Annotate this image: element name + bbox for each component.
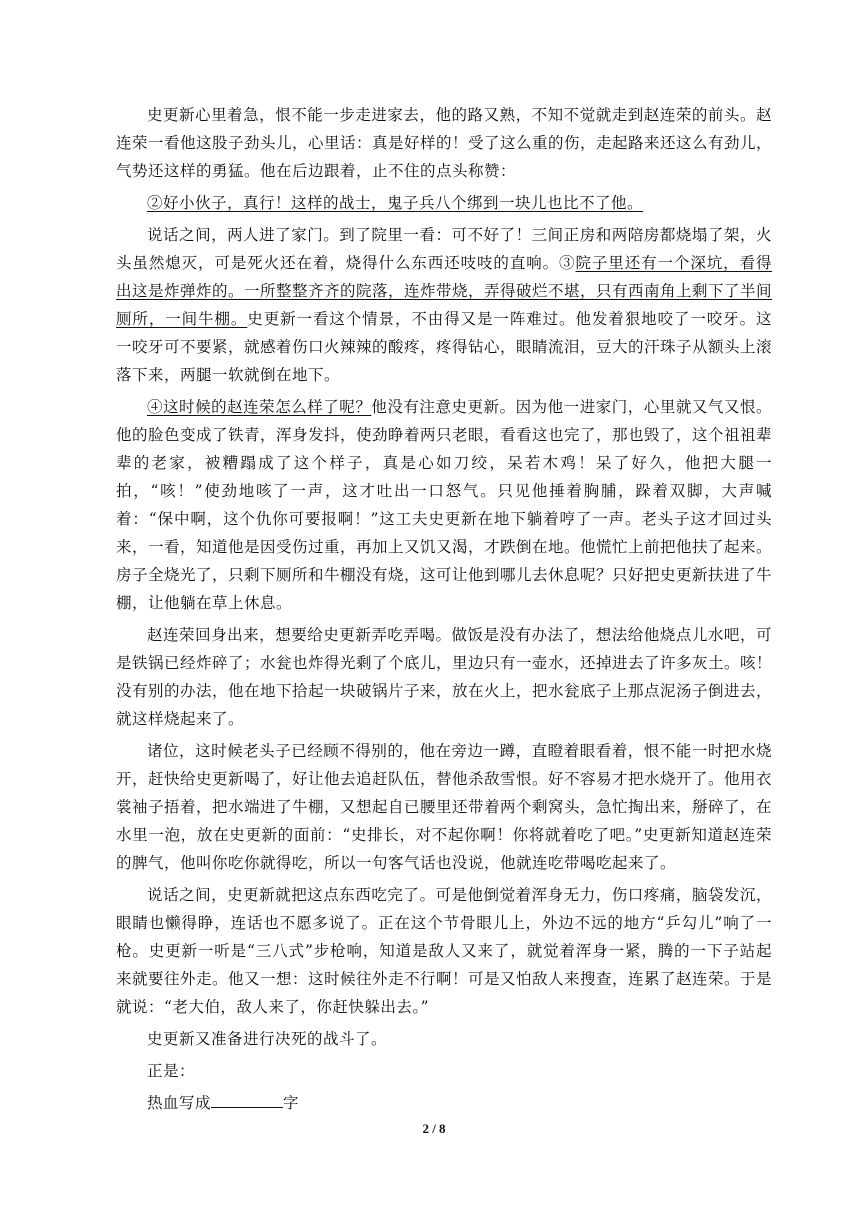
- paragraph: [116, 189, 772, 217]
- fill-in-line: [116, 1089, 772, 1117]
- article-body: [116, 101, 772, 1121]
- text-segment: 说话之间，史更新就把这点东西吃完了。可是他倒觉着浑身无力，伤口疼痛，脑袋发沉，眼睛也懒得睁，连话也不愿多说了。正在这个节骨眼儿上，外边不远的地方“乒勾儿”响了一枪。史更新一听是“三八式”步枪响，知道是敌人又来了，就觉着浑身一紧，腾的一下子站起来就要往外走。他又一想：这时候往外走不行啊！可是又怕敌人来搜查，连累了赵连荣。于是就说：“老大伯，敌人来了，你赶快躲出去。”: [116, 886, 773, 1016]
- text-segment: 他没有注意史更新。因为他一进家门，心里就又气又恨。他的脸色变成了铁青，浑身发抖，使劲睁着两只老眼，看看这也完了，那也毁了，这个祖祖辈辈的老家，被糟蹋成了这个样子，真是心如刀绞，呆若木鸡！呆了好久，他把大腿一拍，“咳！”使劲地咳了一声，这才吐出一口怒气。只见他捶着胸脯，跺着双脚，大声喊着：“保中啊，这个仇你可要报啊！”这工夫史更新在地下躺着哼了一声。老头子这才回过头来，一看，知道他是因受伤过重，再加上又饥又渴，才跌倒在地。他慌忙上前把他扶了起来。房子全烧光了，只剩下厕所和牛棚没有烧，这可让他到哪儿去休息呢？只好把史更新扶进了牛棚，让他躺在草上休息。: [116, 398, 773, 612]
- paragraph: [116, 221, 772, 389]
- underlined-sentence: 院子里还有一个深坑，看得出这是炸弹炸的。一所整整齐齐的院落，连炸带烧，弄得破烂不堪，只有西南角上剩下了半间厕所，一间牛棚。: [116, 254, 773, 328]
- text-segment: 史更新心里着急，恨不能一步走进家去，他的路又熟，不知不觉就走到赵连荣的前头。赵连荣一看他这股子劲头儿，心里话：真是好样的！受了这么重的伤，走起路来还这么有劲儿，气势还这样的勇猛。他在后边跟着，止不住的点头称赞：: [116, 106, 773, 180]
- fill-in-suffix: 字: [283, 1094, 300, 1112]
- page-number: 2 / 8: [422, 1121, 446, 1136]
- paragraph: [116, 393, 772, 617]
- text-segment: 说话之间，两人进了家门。到了院里一看：可不好了！三间正房和两陪房都烧塌了架，火头虽然熄灭，可是死火还在着，烧得什么东西还吱吱的直响。③: [116, 226, 772, 272]
- text-segment: 诸位，这时候老头子已经顾不得别的，他在旁边一蹲，直瞪着眼看着，恨不能一时把水烧开，赶快给史更新喝了，好让他去追赶队伍，替他杀敌雪恨。好不容易才把水烧开了。他用衣裳袖子捂着，把水端进了牛棚，又想起自已腰里还带着两个剩窝头，急忙掏出来，掰碎了，在水里一泡，放在史更新的面前：“史排长，对不起你啊！你将就着吃了吧。”史更新知道赵连荣的脾气，他叫你吃你就得吃，所以一句客气话也没说，他就连吃带喝吃起来了。: [116, 742, 773, 872]
- answer-blank[interactable]: [211, 1089, 283, 1108]
- paragraph: [116, 621, 772, 733]
- paragraph: [116, 737, 772, 877]
- paragraph: [116, 101, 772, 185]
- paragraph: [116, 1025, 772, 1053]
- paragraph: [116, 1057, 772, 1085]
- text-segment: 史更新又准备进行决死的战斗了。: [147, 1030, 388, 1048]
- underlined-sentence: ②好小伙子，真行！这样的战士，鬼子兵八个绑到一块儿也比不了他。: [147, 194, 644, 212]
- paragraph: [116, 881, 772, 1021]
- text-segment: 史更新一看这个情景，不由得又是一阵难过。他发着狠地咬了一咬牙。这一咬牙可不要紧，就感着伤口火辣辣的酸疼，疼得钻心，眼睛流泪，豆大的汗珠子从额头上滚落下来，两腿一软就倒在地下。: [116, 310, 773, 384]
- fill-in-prefix: 热血写成: [147, 1094, 212, 1112]
- text-segment: 赵连荣回身出来，想要给史更新弄吃弄喝。做饭是没有办法了，想法给他烧点儿水吧，可是铁锅已经炸碎了；水瓮也炸得光剩了个底儿，里边只有一壶水，还掉进去了许多灰土。咳！没有别的办法，他在地下拾起一块破锅片子来，放在火上，把水瓮底子上那点泥汤子倒进去，就这样烧起来了。: [116, 626, 773, 728]
- text-segment: 正是：: [147, 1062, 196, 1080]
- underlined-sentence: ④这时候的赵连荣怎么样了呢？: [147, 398, 372, 416]
